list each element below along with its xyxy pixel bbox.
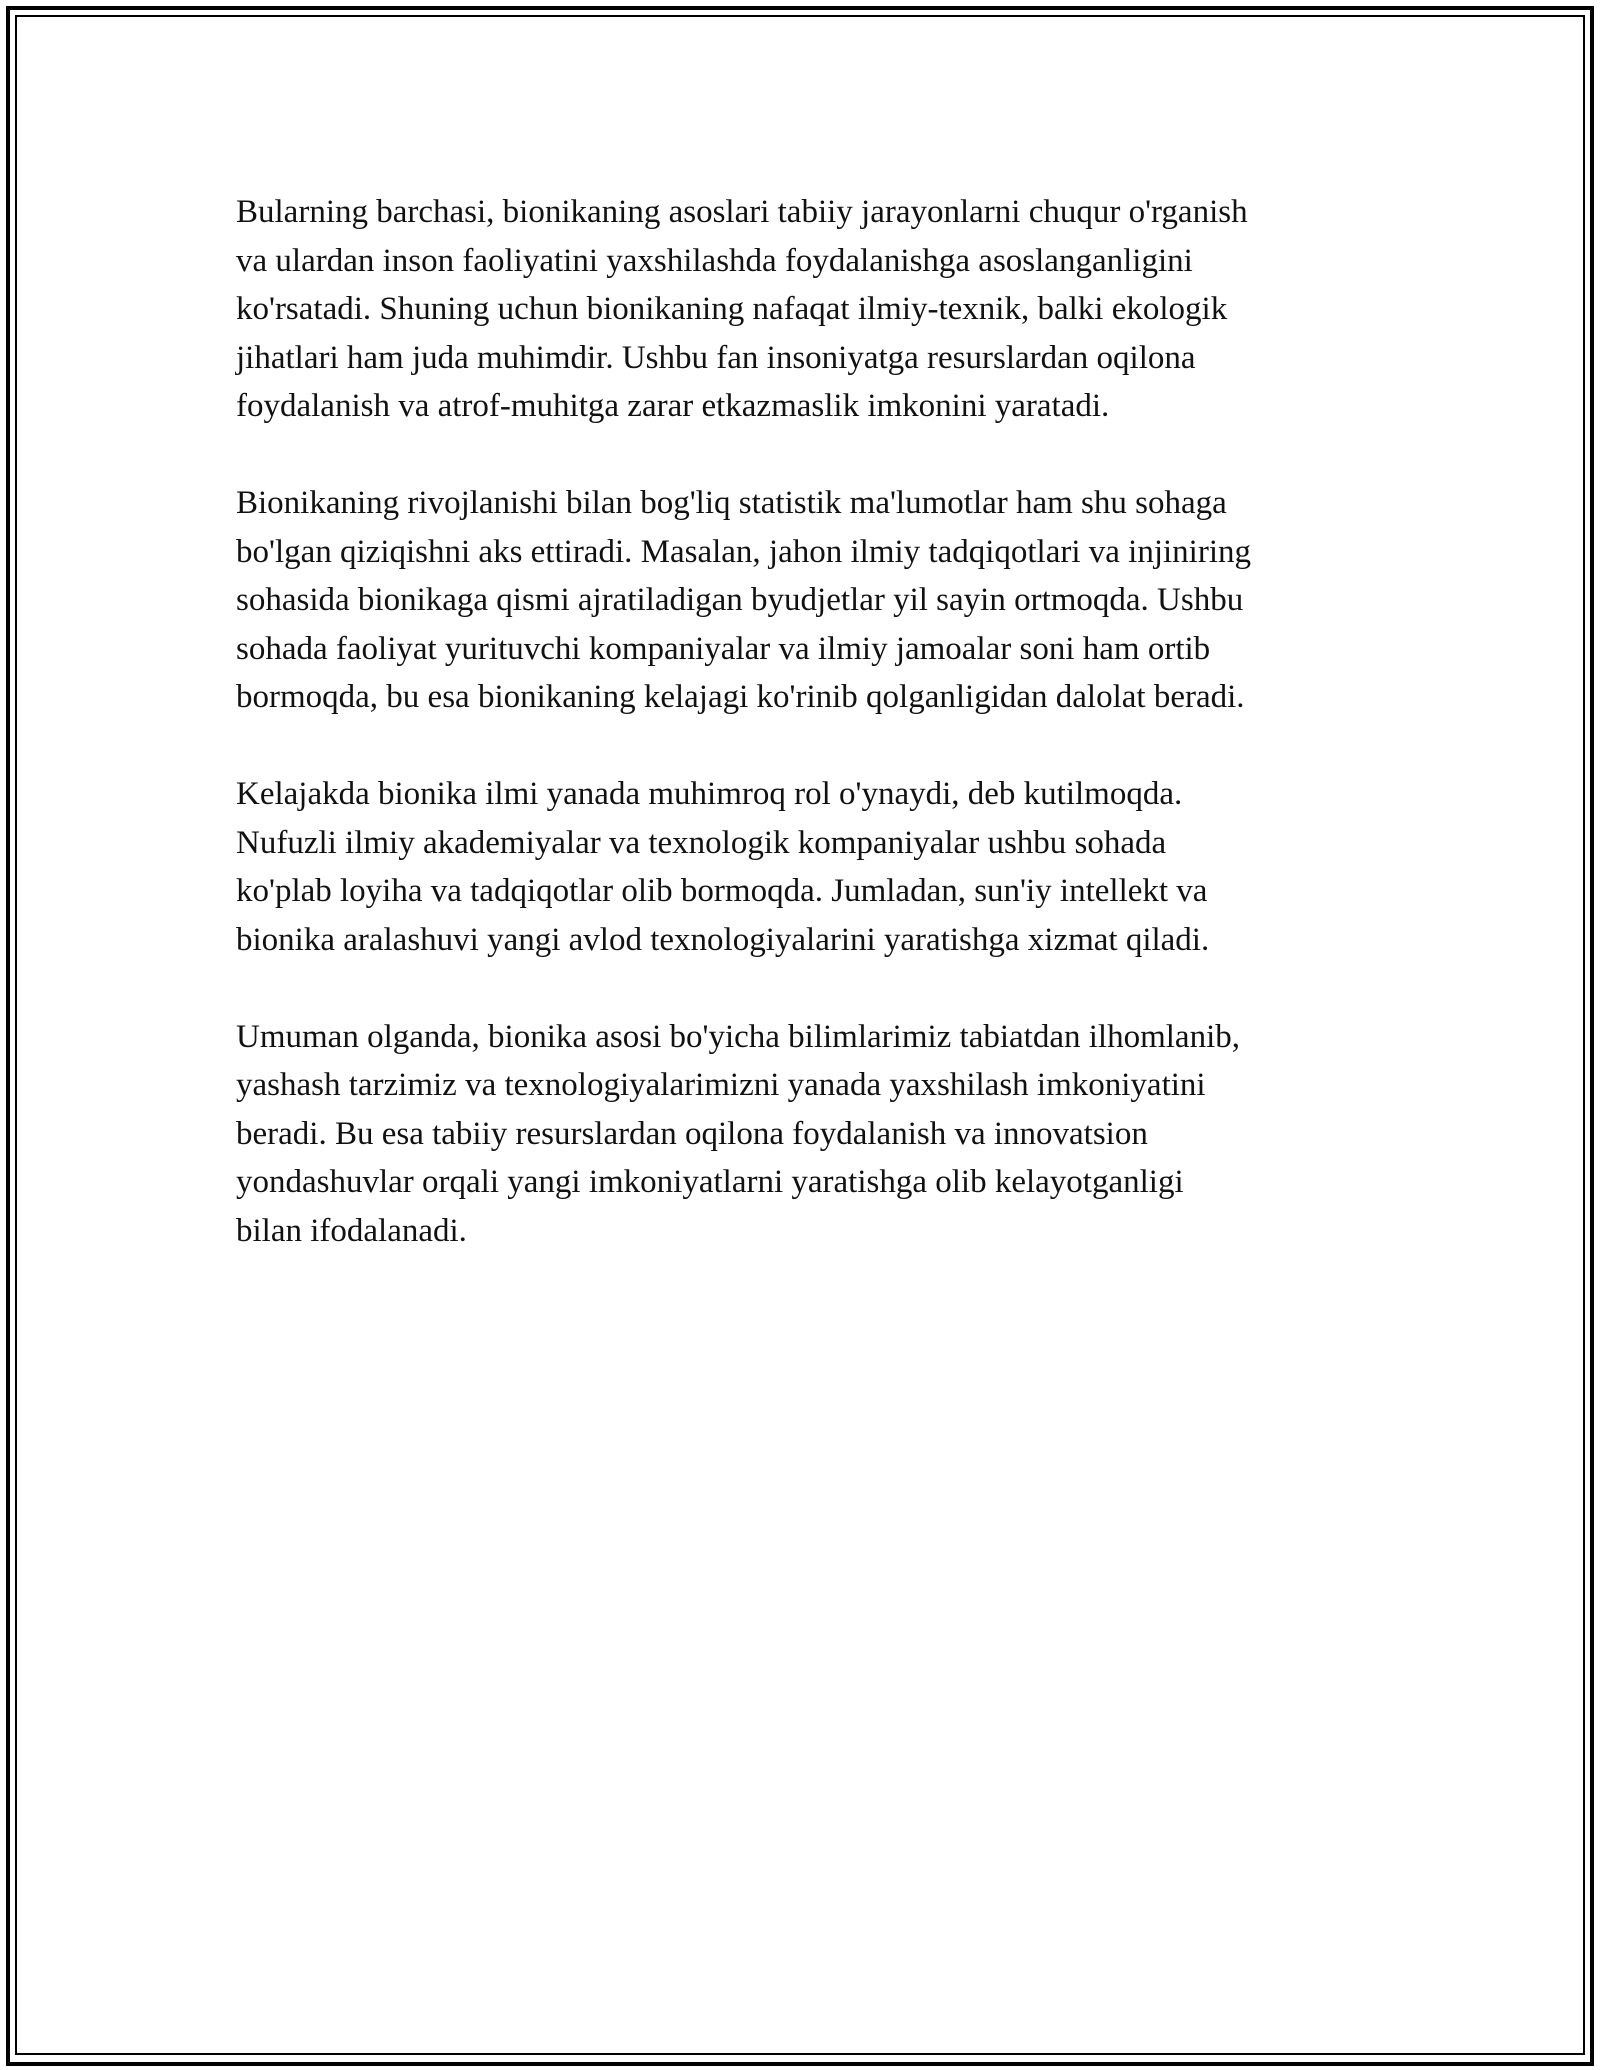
text-line: sohasida bionikaga qismi ajratiladigan byudjetlar yil sayin ortmoqda. Ushbu bbox=[236, 582, 1244, 618]
paragraph-3 bbox=[236, 770, 1376, 964]
text-line: sohada faoliyat yurituvchi kompaniyalar va ilmiy jamoalar soni ham ortib bbox=[236, 630, 1211, 667]
text-line: bormoqda, bu esa bionikaning kelajagi ko'rinib qolganligidan dalolat beradi. bbox=[236, 679, 1245, 715]
paragraph-4 bbox=[236, 1013, 1376, 1256]
text-line: yondashuvlar orqali yangi imkoniyatlarni yaratishga olib kelayotganligi bbox=[236, 1164, 1184, 1200]
text-line: Nufuzli ilmiy akademiyalar va texnologik kompaniyalar ushbu sohada bbox=[236, 824, 1167, 861]
text-line: bionika aralashuvi yangi avlod texnologiyalarini yaratishga xizmat qiladi. bbox=[236, 921, 1210, 958]
text-line: Kelajakda bionika ilmi yanada muhimroq rol o'ynaydi, deb kutilmoqda. bbox=[236, 776, 1183, 812]
text-line: jihatlari ham juda muhimdir. Ushbu fan insoniyatga resurslardan oqilona bbox=[236, 339, 1196, 376]
text-line: va ulardan inson faoliyatini yaxshilashda foydalanishga asoslanganligini bbox=[236, 242, 1193, 279]
text-line: bilan ifodalanadi. bbox=[236, 1212, 467, 1249]
paragraph-2 bbox=[236, 479, 1376, 722]
text-line: ko'plab loyiha va tadqiqotlar olib bormoqda. Jumladan, sun'iy intellekt va bbox=[236, 873, 1208, 909]
text-line: Bionikaning rivojlanishi bilan bog'liq statistik ma'lumotlar ham shu sohaga bbox=[236, 485, 1227, 521]
text-line: Umuman olganda, bionika asosi bo'yicha bilimlarimiz tabiatdan ilhomlanib, bbox=[236, 1018, 1240, 1055]
text-line: beradi. Bu esa tabiiy resurslardan oqilona foydalanish va innovatsion bbox=[236, 1115, 1148, 1152]
text-line: Bularning barchasi, bionikaning asoslari tabiiy jarayonlarni chuqur o'rganish bbox=[236, 194, 1248, 230]
paragraph-1 bbox=[236, 188, 1376, 431]
document-body bbox=[236, 188, 1376, 1304]
text-line: yashash tarzimiz va texnologiyalarimizni yanada yaxshilash imkoniyatini bbox=[236, 1067, 1206, 1103]
text-line: ko'rsatadi. Shuning uchun bionikaning nafaqat ilmiy-texnik, balki ekologik bbox=[236, 291, 1228, 327]
text-line: foydalanish va atrof-muhitga zarar etkazmaslik imkonini yaratadi. bbox=[236, 388, 1110, 424]
text-line: bo'lgan qiziqishni aks ettiradi. Masalan, jahon ilmiy tadqiqotlari va injiniring bbox=[236, 533, 1252, 570]
